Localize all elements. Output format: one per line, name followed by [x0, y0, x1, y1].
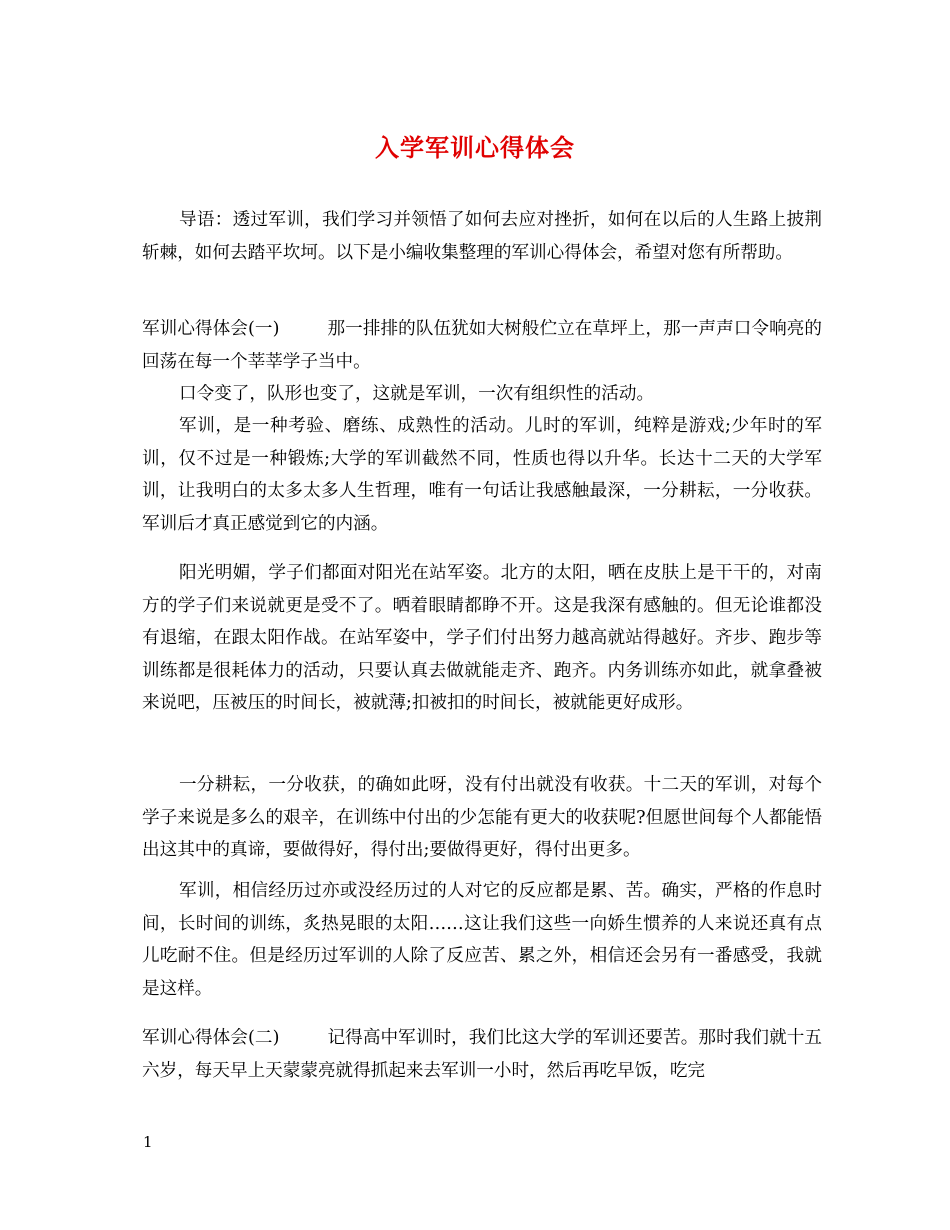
section-1-paragraph	[142, 313, 822, 378]
page-number: 1	[143, 1133, 153, 1151]
document-title: 入学军训心得体会	[375, 133, 575, 162]
section-2-paragraph	[142, 1022, 822, 1087]
body-paragraph-1: 口令变了，队形也变了，这就是军训，一次有组织性的活动。	[179, 384, 655, 404]
body-paragraph-3: 阳光明媚，学子们都面对阳光在站军姿。北方的太阳，晒在皮肤上是干干的，对南方的学子们来说就更是受不了。晒着眼睛都睁不开。这是我深有感触的。但无论谁都没有退缩，在跟太阳作战。在站军姿中，学子们付出努力越高就站得越好。齐步、跑步等训练都是很耗体力的活动，只要认真去做就能走齐、跑齐。内务训练亦如此，就拿叠被来说吧，压被压的时间长，被就薄;扣被扣的时间长，被就能更好成形。	[142, 563, 822, 714]
body-paragraph-2: 军训，是一种考验、磨练、成熟性的活动。儿时的军训，纯粹是游戏;少年时的军训，仅不过是一种锻炼;大学的军训截然不同，性质也得以升华。长达十二天的大学军训，让我明白的太多太多人生哲理，唯有一句话让我感触最深，一分耕耘，一分收获。军训后才真正感觉到它的内涵。	[142, 416, 822, 534]
intro-paragraph: 导语：透过军训，我们学习并领悟了如何去应对挫折，如何在以后的人生路上披荆斩棘，如何去踏平坎坷。以下是小编收集整理的军训心得体会，希望对您有所帮助。	[142, 210, 822, 263]
section-1-lead: 那一排排的队伍犹如大树般伫立在草坪上，那一声声口令响亮的回荡在每一个莘莘学子当中。	[142, 319, 822, 372]
section-1-heading: 军训心得体会(一)	[142, 319, 280, 339]
body-paragraph-5: 军训，相信经历过亦或没经历过的人对它的反应都是累、苦。确实，严格的作息时间，长时间的训练，炙热晃眼的太阳……这让我们这些一向娇生惯养的人来说还真有点儿吃耐不住。但是经历过军训的人除了反应苦、累之外，相信还会另有一番感受，我就是这样。	[142, 881, 822, 999]
section-2-heading: 军训心得体会(二)	[142, 1028, 280, 1048]
body-paragraph-4: 一分耕耘，一分收获，的确如此呀，没有付出就没有收获。十二天的军训，对每个学子来说是多么的艰辛，在训练中付出的少怎能有更大的收获呢?但愿世间每个人都能悟出这其中的真谛，要做得好，得付出;要做得更好，得付出更多。	[142, 775, 822, 861]
section-2-lead: 记得高中军训时，我们比这大学的军训还要苦。那时我们就十五六岁，每天早上天蒙蒙亮就得抓起来去军训一小时，然后再吃早饭，吃完	[142, 1028, 822, 1081]
